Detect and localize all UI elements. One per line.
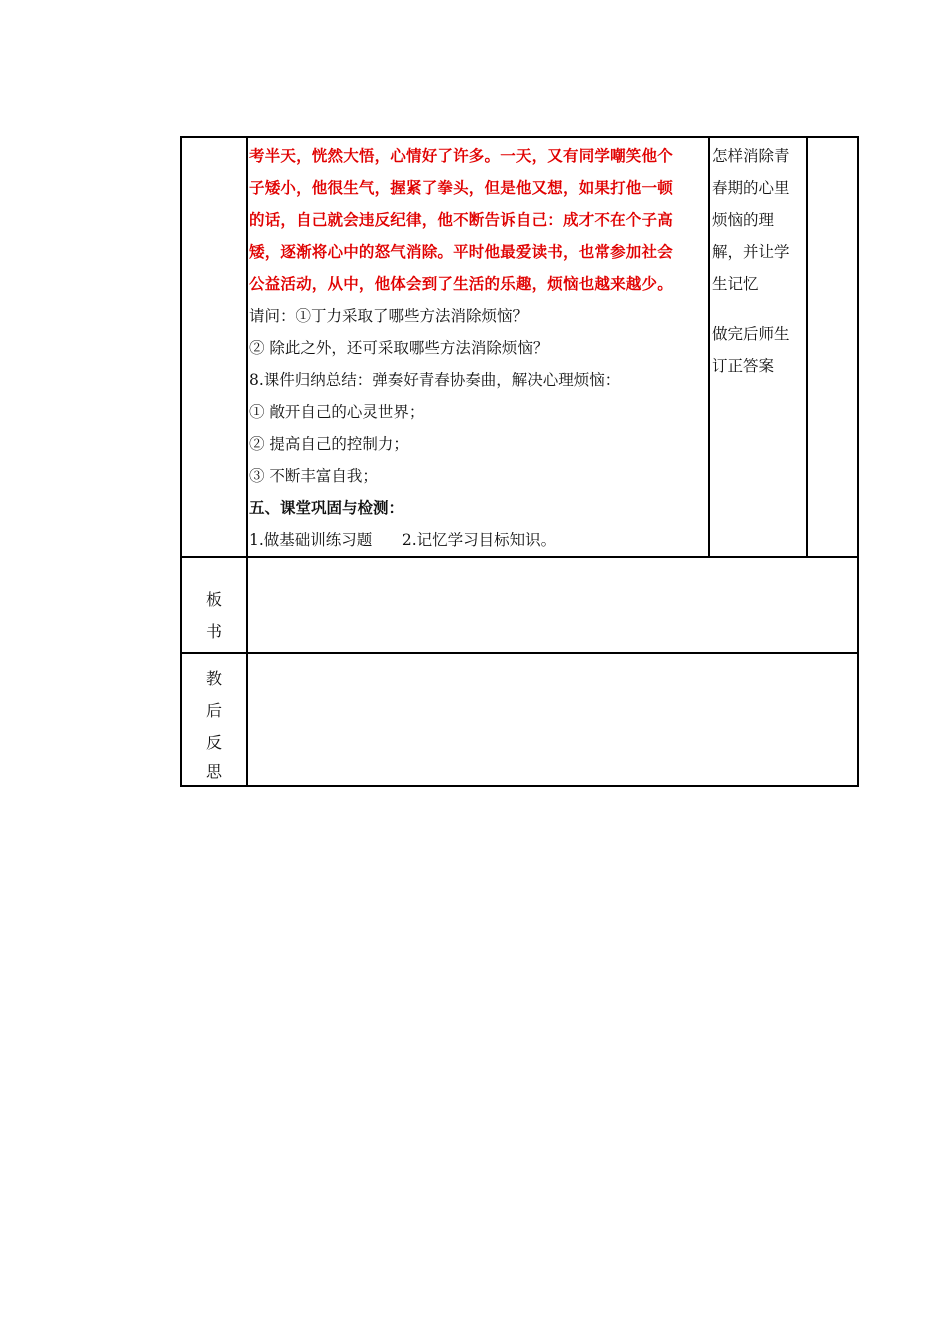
reflection-label-char: 后	[205, 701, 222, 720]
summary-point: ② 提高自己的控制力；	[249, 435, 409, 453]
reflection-label-char: 思	[205, 762, 222, 781]
empty-cell	[807, 137, 858, 557]
summary-line: 8.课件归纳总结：弹奏好青春协奏曲，解决心理烦恼：	[249, 371, 621, 389]
reflection-label-cell	[181, 653, 247, 786]
story-line: 公益活动，从中，他体会到了生活的乐趣，烦恼也越来越少。	[249, 274, 673, 293]
board-label-char: 书	[205, 622, 222, 641]
note-line: 解，并让学	[712, 243, 790, 261]
story-line: 矮，逐渐将心中的怒气消除。平时他最爱读书，也常参加社会	[249, 242, 673, 261]
story-text	[249, 140, 708, 300]
note-line: 春期的心里	[712, 179, 790, 197]
question-1: 请问：①丁力采取了哪些方法消除烦恼？	[249, 307, 529, 325]
note-line: 怎样消除青	[712, 147, 790, 165]
story-line: 考半天，恍然大悟，心情好了许多。一天，又有同学嘲笑他个	[249, 146, 673, 165]
main-content-cell	[247, 137, 709, 557]
section-heading: 五、课堂巩固与检测：	[249, 498, 405, 517]
summary-point: ③ 不断丰富自我；	[249, 467, 378, 485]
lesson-plan-table	[180, 136, 859, 787]
teaching-process-row	[181, 137, 858, 557]
teacher-note-cell	[709, 137, 807, 557]
task-line: 1.做基础训练习题 2.记忆学习目标知识。	[249, 531, 557, 549]
note-line: 烦恼的理	[712, 211, 775, 229]
note-line: 做完后师生	[712, 325, 790, 343]
story-line: 的话，自己就会违反纪律，他不断告诉自己：成才不在个子高	[249, 210, 673, 229]
board-label-char: 板	[205, 590, 222, 609]
reflection-label-char: 教	[205, 669, 222, 688]
note-line: 订正答案	[712, 357, 775, 375]
board-content-cell	[247, 557, 858, 653]
story-line: 子矮小，他很生气，握紧了拳头，但是他又想，如果打他一顿	[249, 178, 673, 197]
summary-point: ① 敞开自己的心灵世界；	[249, 403, 425, 421]
board-label-cell	[181, 557, 247, 653]
label-cell-empty	[181, 137, 247, 557]
question-2: ② 除此之外，还可采取哪些方法消除烦恼？	[249, 339, 549, 357]
reflection-content-cell	[247, 653, 858, 786]
note-line: 生记忆	[712, 275, 759, 293]
board-row	[181, 557, 858, 653]
reflection-label-char: 反	[205, 733, 222, 752]
reflection-row	[181, 653, 858, 786]
